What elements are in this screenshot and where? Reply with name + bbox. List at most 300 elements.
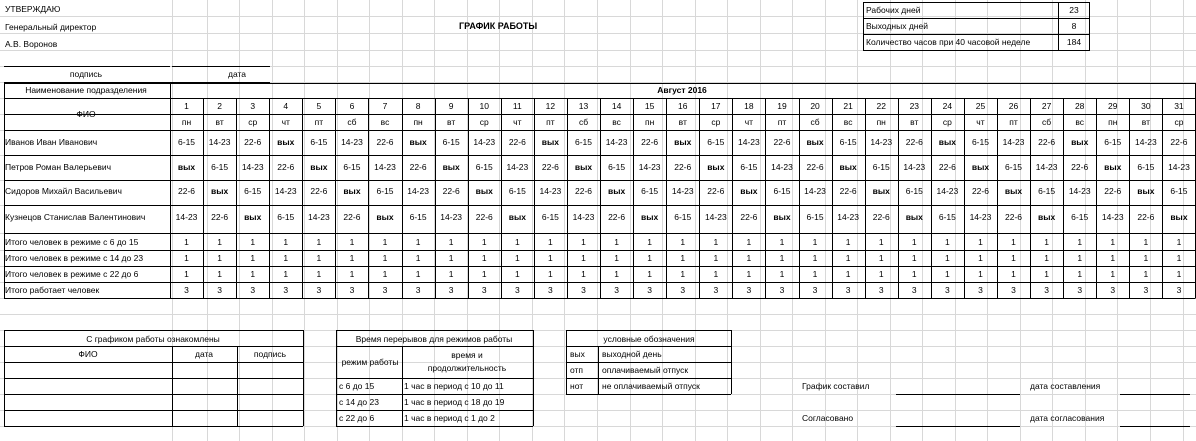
break-time: 1 час в период с 10 до 11 — [404, 381, 504, 391]
total-cell: 1 — [1143, 236, 1149, 247]
shift-cell: 14-23 — [407, 185, 429, 196]
total-cell: 1 — [746, 268, 752, 279]
total-cell: 1 — [945, 236, 950, 247]
shift-cell: 14-23 — [969, 211, 992, 222]
total-cell: 1 — [845, 236, 851, 247]
break-time: 1 час в период с 18 до 19 — [404, 397, 505, 407]
shift-cell: 14-23 — [241, 161, 264, 172]
total-cell: 1 — [316, 268, 322, 279]
weekday: ср — [1174, 116, 1184, 127]
shift-cell: вых — [1071, 136, 1089, 147]
shift-cell: вых — [806, 136, 824, 147]
shift-cell: 22-6 — [806, 161, 824, 172]
weekday: чт — [281, 116, 290, 127]
total-cell: 1 — [349, 236, 355, 247]
legend-text: оплачиваемый отпуск — [602, 365, 689, 375]
total-cell: 1 — [647, 252, 653, 263]
shift-cell: 14-23 — [175, 211, 198, 222]
total-cell: 1 — [713, 236, 719, 247]
shift-cell: 14-23 — [1068, 185, 1091, 196]
total-cell: 1 — [548, 252, 553, 263]
shift-cell: 22-6 — [211, 211, 229, 222]
total-cell: 1 — [1044, 252, 1049, 263]
total-cell: 3 — [481, 284, 487, 295]
weekday: пт — [777, 116, 787, 127]
shift-cell: вых — [1004, 185, 1023, 196]
total-cell: 1 — [283, 236, 289, 247]
weekday: вт — [447, 116, 456, 127]
total-cell: 1 — [349, 268, 355, 279]
weekday: сб — [578, 116, 589, 127]
total-cell: 1 — [481, 252, 487, 263]
weekday: пт — [314, 116, 324, 127]
total-cell: 1 — [680, 268, 686, 279]
total-cell: 1 — [1077, 252, 1083, 263]
summary-value: 23 — [1059, 3, 1090, 19]
total-cell: 3 — [647, 284, 653, 295]
legend-text: выходной день — [602, 349, 662, 359]
shift-cell: 14-23 — [473, 136, 496, 147]
shift-cell: 22-6 — [541, 161, 559, 172]
shift-cell: вых — [277, 136, 295, 147]
break-mode: с 6 до 15 — [339, 381, 375, 391]
total-cell: 1 — [779, 236, 785, 247]
shift-cell: 14-23 — [638, 161, 661, 172]
day-number: 22 — [876, 100, 886, 111]
total-cell: 1 — [1011, 236, 1016, 247]
total-cell: 1 — [184, 252, 189, 263]
shift-cell: 6-15 — [971, 136, 989, 147]
total-cell: 3 — [1110, 284, 1116, 295]
total-cell: 1 — [1176, 236, 1182, 247]
shift-cell: 22-6 — [674, 161, 692, 172]
total-cell: 3 — [845, 284, 851, 295]
shift-cell: вых — [442, 161, 460, 172]
total-cell: 3 — [283, 284, 289, 295]
total-cell: 1 — [415, 236, 421, 247]
shift-cell: 22-6 — [574, 185, 593, 196]
shift-cell: 22-6 — [409, 161, 427, 172]
month-header: Август 2016 — [657, 84, 707, 95]
total-cell: 1 — [1110, 252, 1116, 263]
shift-cell: вых — [376, 211, 394, 222]
total-cell: 1 — [680, 252, 686, 263]
approval-title: УТВЕРЖДАЮ — [5, 4, 61, 14]
day-number: 4 — [283, 100, 289, 111]
total-cell: 1 — [184, 268, 189, 279]
total-cell: 3 — [316, 284, 322, 295]
shift-cell: 14-23 — [274, 185, 297, 196]
shift-cell: 22-6 — [1071, 161, 1089, 172]
shift-cell: 14-23 — [1035, 161, 1058, 172]
weekday: вт — [1141, 116, 1150, 127]
shift-cell: 6-15 — [277, 211, 295, 222]
day-number: 10 — [479, 100, 489, 111]
shift-cell: 14-23 — [341, 136, 363, 147]
breaks-time-header: время и — [451, 349, 483, 360]
total-cell: 1 — [349, 252, 355, 263]
summary-label: Количество часов при 40 часовой неделе — [864, 35, 1059, 51]
shift-cell: вых — [872, 185, 890, 196]
breaks-title: Время перерывов для режимов работы — [355, 333, 513, 344]
shift-cell: 6-15 — [740, 161, 758, 172]
shift-cell: 6-15 — [707, 136, 725, 147]
shift-cell: 6-15 — [475, 161, 493, 172]
acknowledged-fio: ФИО — [78, 348, 98, 359]
shift-cell: 22-6 — [475, 211, 493, 222]
total-cell: 1 — [1143, 252, 1149, 263]
legend-text: не оплачиваемый отпуск — [602, 381, 700, 391]
total-cell: 1 — [746, 236, 752, 247]
total-cell: 1 — [217, 252, 222, 263]
date-label: дата — [227, 68, 247, 79]
shift-cell: 6-15 — [674, 211, 692, 222]
total-cell: 1 — [1077, 236, 1083, 247]
shift-cell: 22-6 — [1104, 185, 1122, 196]
total-cell: 1 — [283, 252, 289, 263]
shift-cell: вых — [641, 211, 659, 222]
total-cell: 1 — [448, 268, 454, 279]
total-cell: 1 — [481, 268, 487, 279]
total-cell: 1 — [1044, 236, 1049, 247]
total-cell: 3 — [1176, 284, 1182, 295]
total-cell: 1 — [448, 236, 454, 247]
shift-cell: вых — [475, 185, 493, 196]
shift-cell: 22-6 — [1038, 136, 1056, 147]
total-cell: 3 — [614, 284, 619, 295]
total-cell: 3 — [978, 284, 983, 295]
compiled-date-label: дата составления — [1030, 381, 1101, 391]
day-number: 3 — [250, 100, 256, 111]
break-mode: с 14 до 23 — [339, 397, 379, 407]
fio-header: ФИО — [76, 108, 96, 119]
shift-cell: 6-15 — [806, 211, 824, 222]
shift-cell: вых — [211, 185, 229, 196]
shift-cell: 6-15 — [244, 185, 262, 196]
approved-label: Согласовано — [802, 413, 854, 423]
shift-cell: 22-6 — [971, 185, 989, 196]
total-cell: 1 — [581, 252, 586, 263]
total-cell: 1 — [217, 236, 222, 247]
shift-cell: вых — [773, 211, 791, 222]
day-number: 31 — [1174, 100, 1184, 111]
summary-value: 8 — [1059, 19, 1090, 35]
weekday: пт — [546, 116, 555, 127]
weekday: вс — [612, 116, 621, 127]
weekday: чт — [513, 116, 522, 127]
shift-cell: 22-6 — [1137, 211, 1155, 222]
total-cell: 3 — [812, 284, 818, 295]
weekday: вт — [910, 116, 919, 127]
weekday: ср — [711, 116, 721, 127]
approval-position: Генеральный директор — [5, 22, 97, 32]
total-cell: 1 — [713, 268, 719, 279]
shift-cell: 6-15 — [1104, 136, 1122, 147]
total-cell: 1 — [250, 236, 256, 247]
day-number: 16 — [678, 100, 688, 111]
breaks-mode-header: режим работы — [341, 356, 399, 367]
day-number: 6 — [349, 100, 355, 111]
breaks-time-header: продолжительность — [427, 362, 507, 373]
day-number: 25 — [975, 100, 986, 111]
weekday: вт — [215, 116, 224, 127]
shift-cell: 6-15 — [541, 211, 559, 222]
day-number: 13 — [578, 100, 589, 111]
employee-name: Петров Роман Валерьевич — [5, 162, 112, 172]
shift-cell: 22-6 — [277, 161, 295, 172]
total-cell: 3 — [911, 284, 917, 295]
total-cell: 1 — [978, 236, 983, 247]
total-cell: 3 — [548, 284, 553, 295]
total-cell: 1 — [514, 268, 520, 279]
total-cell: 1 — [514, 236, 520, 247]
shift-cell: 14-23 — [804, 185, 826, 196]
day-number: 27 — [1041, 100, 1052, 111]
total-cell: 1 — [911, 268, 917, 279]
shift-cell: 14-23 — [572, 211, 595, 222]
total-cell: 3 — [1011, 284, 1016, 295]
weekday: ср — [248, 116, 258, 127]
shift-cell: 6-15 — [376, 185, 394, 196]
shift-cell: 22-6 — [310, 185, 328, 196]
shift-cell: 22-6 — [641, 136, 659, 147]
shift-cell: вых — [905, 211, 923, 222]
acknowledged-title: С графиком работы ознакомлены — [86, 333, 220, 344]
total-cell: 1 — [812, 252, 818, 263]
total-cell: 1 — [878, 252, 884, 263]
total-cell: 1 — [316, 252, 322, 263]
shift-cell: вых — [839, 161, 857, 172]
legend-code: нот — [570, 381, 584, 391]
total-cell: 3 — [349, 284, 355, 295]
total-cell: 1 — [647, 268, 653, 279]
summary-label: Выходных дней — [864, 19, 1059, 35]
day-number: 21 — [843, 100, 853, 111]
shift-cell: 6-15 — [1137, 161, 1155, 172]
employee-name: Сидоров Михайл Васильевич — [5, 186, 122, 196]
shift-cell: вых — [541, 136, 560, 147]
weekday: сб — [1042, 116, 1052, 127]
shift-cell: вых — [574, 161, 593, 172]
total-cell: 3 — [945, 284, 950, 295]
shift-cell: 14-23 — [506, 161, 529, 172]
shift-cell: 6-15 — [442, 136, 460, 147]
legend-title: условные обозначения — [603, 333, 695, 344]
weekday: пн — [645, 116, 655, 127]
day-number: 9 — [448, 100, 454, 111]
shift-cell: 22-6 — [508, 136, 526, 147]
legend-code: отп — [570, 365, 584, 375]
total-cell: 1 — [1176, 252, 1182, 263]
day-number: 7 — [382, 100, 388, 111]
total-cell: 1 — [647, 236, 653, 247]
shift-cell: 6-15 — [773, 185, 791, 196]
total-cell: 3 — [184, 284, 189, 295]
total-cell: 1 — [283, 268, 289, 279]
shift-cell: 14-23 — [208, 136, 231, 147]
weekday: вс — [843, 116, 853, 127]
shift-cell: 14-23 — [870, 136, 893, 147]
day-number: 5 — [316, 100, 322, 111]
shift-cell: вых — [508, 211, 526, 222]
total-cell: 1 — [878, 268, 884, 279]
legend-code: вых — [570, 349, 585, 359]
shift-cell: 14-23 — [771, 161, 793, 172]
total-cell: 3 — [382, 284, 388, 295]
shift-cell: 22-6 — [740, 211, 758, 222]
day-number: 26 — [1008, 100, 1019, 111]
shift-cell: 14-23 — [605, 136, 628, 147]
shift-cell: вых — [177, 161, 196, 172]
weekday: пн — [413, 116, 423, 127]
shift-cell: 22-6 — [773, 136, 791, 147]
shift-cell: 14-23 — [671, 185, 694, 196]
total-cell: 1 — [481, 236, 487, 247]
day-number: 12 — [545, 100, 556, 111]
day-number: 20 — [810, 100, 820, 111]
shift-cell: 22-6 — [343, 211, 361, 222]
shift-cell: 22-6 — [244, 136, 262, 147]
shift-cell: 22-6 — [839, 185, 857, 196]
shift-cell: 22-6 — [178, 185, 196, 196]
total-cell: 3 — [1044, 284, 1049, 295]
shift-cell: вых — [674, 136, 692, 147]
total-cell: 1 — [680, 236, 686, 247]
total-cell: 1 — [878, 236, 884, 247]
approved-date-label: дата согласования — [1030, 413, 1105, 423]
total-cell: 1 — [779, 252, 785, 263]
weekday: сб — [347, 116, 357, 127]
shift-cell: 22-6 — [872, 211, 890, 222]
total-cell: 1 — [614, 252, 619, 263]
shift-cell: 14-23 — [1168, 161, 1190, 172]
total-cell: 1 — [713, 252, 719, 263]
total-label: Итого человек в режиме с 6 до 15 — [5, 237, 139, 247]
total-cell: 1 — [911, 236, 917, 247]
shift-cell: 6-15 — [1170, 185, 1188, 196]
total-cell: 1 — [746, 252, 752, 263]
day-number: 8 — [415, 100, 421, 111]
weekday: чт — [744, 116, 754, 127]
shift-cell: вых — [607, 185, 626, 196]
total-cell: 3 — [581, 284, 586, 295]
total-cell: 1 — [415, 252, 421, 263]
shift-cell: 14-23 — [1134, 136, 1157, 147]
day-number: 2 — [217, 100, 222, 111]
weekday: пт — [1009, 116, 1018, 127]
total-cell: 1 — [1110, 236, 1116, 247]
total-cell: 1 — [415, 268, 421, 279]
total-cell: 1 — [845, 252, 851, 263]
day-number: 28 — [1074, 100, 1085, 111]
shift-cell: вых — [707, 161, 725, 172]
shift-cell: 14-23 — [1101, 211, 1124, 222]
shift-cell: 6-15 — [839, 136, 857, 147]
shift-cell: 6-15 — [574, 136, 593, 147]
total-cell: 1 — [1110, 268, 1116, 279]
shift-cell: 6-15 — [641, 185, 659, 196]
total-cell: 3 — [1143, 284, 1149, 295]
total-cell: 1 — [1077, 268, 1083, 279]
total-cell: 1 — [945, 252, 950, 263]
shift-cell: 14-23 — [837, 211, 859, 222]
day-number: 19 — [777, 100, 787, 111]
day-number: 30 — [1141, 100, 1151, 111]
shift-cell: 14-23 — [539, 185, 562, 196]
break-mode: с 22 до 6 — [339, 413, 375, 423]
summary-value: 184 — [1059, 35, 1090, 51]
total-cell: 3 — [448, 284, 454, 295]
signature-label: подпись — [69, 68, 103, 79]
weekday: ср — [479, 116, 489, 127]
total-cell: 3 — [713, 284, 719, 295]
department-label: Наименование подразделения — [25, 84, 147, 95]
shift-cell: вых — [343, 185, 361, 196]
employee-name: Кузнецов Станислав Валентинович — [5, 212, 146, 222]
total-cell: 1 — [548, 268, 553, 279]
shift-cell: 22-6 — [608, 211, 626, 222]
shift-cell: 14-23 — [704, 211, 727, 222]
shift-cell: 22-6 — [905, 136, 923, 147]
day-number: 18 — [744, 100, 754, 111]
total-cell: 3 — [415, 284, 421, 295]
shift-cell: 14-23 — [374, 161, 396, 172]
total-cell: 1 — [382, 236, 388, 247]
weekday: вт — [678, 116, 687, 127]
day-number: 14 — [611, 100, 622, 111]
total-cell: 1 — [945, 268, 950, 279]
total-cell: 3 — [514, 284, 520, 295]
shift-cell: 6-15 — [178, 136, 196, 147]
total-cell: 1 — [614, 236, 619, 247]
total-cell: 1 — [548, 236, 553, 247]
shift-cell: 22-6 — [376, 136, 394, 147]
shift-cell: вых — [971, 161, 990, 172]
summary-label: Рабочих дней — [864, 3, 1059, 19]
total-cell: 1 — [250, 252, 256, 263]
total-cell: 1 — [514, 252, 520, 263]
weekday: пн — [181, 116, 192, 127]
compiled-by-label: График составил — [802, 381, 870, 391]
total-cell: 1 — [1044, 268, 1049, 279]
employee-name: Иванов Иван Иванович — [5, 137, 98, 147]
shift-cell: вых — [409, 136, 427, 147]
shift-cell: вых — [1170, 211, 1188, 222]
shift-cell: 6-15 — [310, 136, 328, 147]
schedule-title: ГРАФИК РАБОТЫ — [459, 21, 538, 31]
weekday: пн — [1108, 116, 1118, 127]
weekday: сб — [810, 116, 820, 127]
shift-cell: вых — [1104, 161, 1122, 172]
approval-name: А.В. Воронов — [5, 39, 58, 49]
shift-cell: 6-15 — [343, 161, 361, 172]
shift-cell: 6-15 — [938, 211, 956, 222]
weekday: вс — [380, 116, 390, 127]
shift-cell: вых — [310, 161, 328, 172]
shift-cell: вых — [1137, 185, 1155, 196]
total-cell: 3 — [250, 284, 256, 295]
total-cell: 1 — [1011, 252, 1016, 263]
total-cell: 3 — [746, 284, 752, 295]
day-number: 24 — [942, 100, 953, 111]
shift-cell: 14-23 — [738, 136, 760, 147]
total-cell: 1 — [250, 268, 256, 279]
weekday: пн — [876, 116, 886, 127]
shift-cell: 14-23 — [1002, 136, 1025, 147]
shift-cell: 6-15 — [872, 161, 890, 172]
total-cell: 1 — [184, 236, 189, 247]
total-cell: 1 — [1011, 268, 1016, 279]
